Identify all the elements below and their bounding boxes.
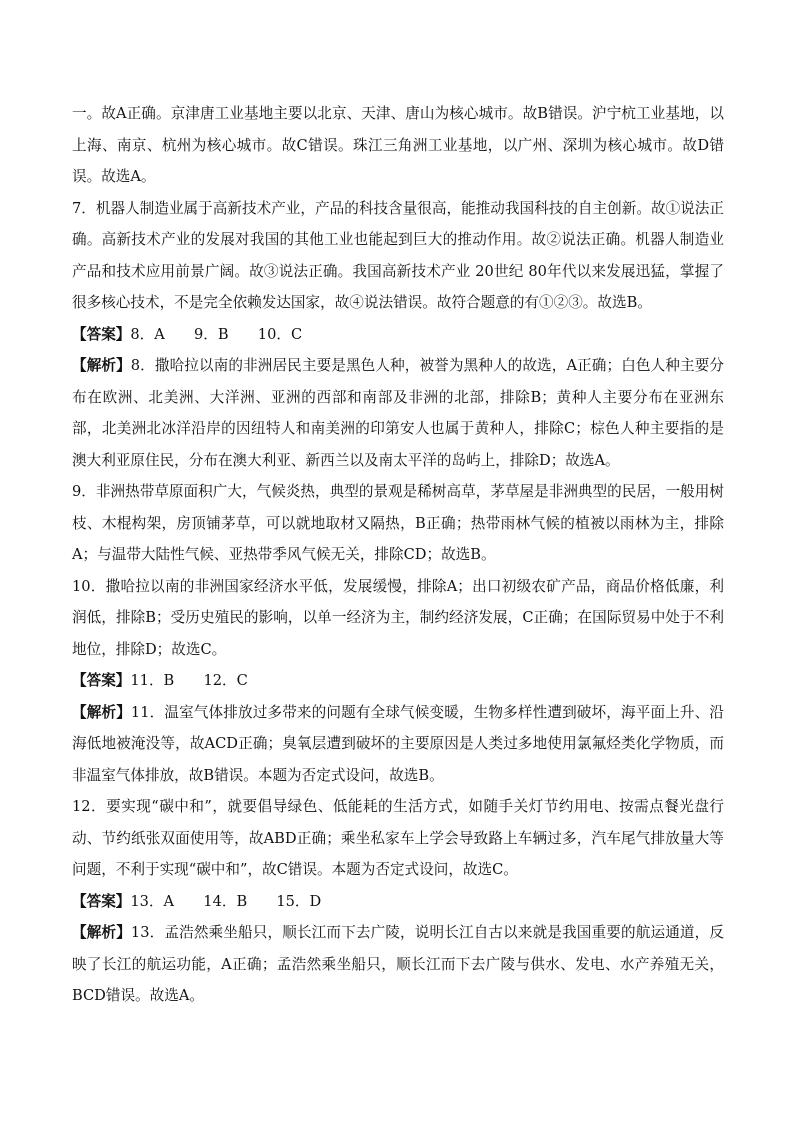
analysis-q10	[72, 571, 724, 666]
paragraph-text: 12．要实现“碳中和”，就要倡导绿色、低能耗的生活方式，如随手关灯节约用电、按需点餐光盘行动、节约纸张双面使用等，故ABD正确；乘坐私家车上学会导致路上车辆过多，汽车尾气排放量大等问题，不利于实现“碳中和”，故C错误。本题为否定式设问，故选C。	[72, 798, 724, 878]
answer-label: 【答案】	[72, 325, 131, 343]
answer-text: 8．A 9．B 10．C	[130, 325, 303, 343]
paragraph-q7-explanation	[72, 193, 724, 319]
answer-explanation-text	[72, 98, 724, 1012]
paragraph-text: 7．机器人制造业属于高新技术产业，产品的科技含量很高，能推动我国科技的自主创新。故①说法正确。高新技术产业的发展对我国的其他工业也能起到巨大的推动作用。故②说法正确。机器人制造业产品和技术应用前景广阔。故③说法正确。我国高新技术产业 20世纪 80年代以来发展迅猛，掌握了很多核心技术，不是完全依赖发达国家，故④说法错误。故符合题意的有①②③。故选B。	[72, 199, 724, 311]
answer-label: 【答案】	[72, 672, 131, 689]
analysis-q11	[72, 697, 724, 792]
paragraph-text: 10．撒哈拉以南的非洲国家经济水平低，发展缓慢，排除A；出口初级农矿产品，商品价格低廉，利润低，排除B；受历史殖民的影响，以单一经济为主，制约经济发展，C正确；在国际贸易中处于不利地位，排除D；故选C。	[72, 577, 724, 658]
paragraph-text: 9．非洲热带草原面积广大，气候炎热，典型的景观是稀树高草，茅草屋是非洲典型的民居，一般用树枝、木棍构架，房顶铺茅草，可以就地取材又隔热，B正确；热带雨林气候的植被以雨林为主，排除A；与温带大陆性气候、亚热带季风气候无关，排除CD；故选B。	[72, 483, 724, 563]
answer-line-13-15	[72, 886, 724, 918]
analysis-q8	[72, 350, 724, 476]
analysis-text: 8．撒哈拉以南的非洲居民主要是黑色人种，被誉为黑种人的故选，A正确；白色人种主要分布在欧洲、北美洲、大洋洲、亚洲的西部和南部及非洲的北部，排除B；黄种人主要分布在亚洲东部，北美洲北冰洋沿岸的因纽特人和南美洲的印第安人也属于黄种人，排除C；棕色人种主要指的是澳大利亚原住民，分布在澳大利亚、新西兰以及南太平洋的岛屿上，排除D；故选A。	[72, 357, 724, 469]
answer-label: 【答案】	[72, 892, 131, 910]
analysis-text: 11．温室气体排放过多带来的问题有全球气候变暖，生物多样性遭到破坏，海平面上升、沿海低地被淹没等，故ACD正确；臭氧层遭到破坏的主要原因是人类过多地使用氯氟烃类化学物质，而非温室气体排放，故B错误。本题为否定式设问，故选B。	[72, 703, 724, 784]
answer-line-8-10	[72, 319, 724, 351]
answer-text: 11．B 12．C	[130, 672, 248, 689]
analysis-label: 【解析】	[72, 703, 131, 721]
analysis-label: 【解析】	[72, 357, 131, 374]
analysis-q9	[72, 476, 724, 571]
paragraph-q6-continuation	[72, 98, 724, 193]
answer-line-11-12	[72, 665, 724, 697]
analysis-q13	[72, 917, 724, 1012]
answer-text: 13．A 14．B 15．D	[130, 892, 322, 910]
analysis-q12	[72, 791, 724, 886]
analysis-label: 【解析】	[72, 924, 131, 941]
paragraph-text: 一。故A正确。京津唐工业基地主要以北京、天津、唐山为核心城市。故B错误。沪宁杭工业基地，以上海、南京、杭州为核心城市。故C错误。珠江三角洲工业基地，以广州、深圳为核心城市。故D错误。故选A。	[72, 105, 724, 185]
analysis-text: 13．孟浩然乘坐船只，顺长江而下去广陵，说明长江自古以来就是我国重要的航运通道，反映了长江的航运功能，A正确；孟浩然乘坐船只，顺长江而下去广陵与供水、发电、水产养殖无关，BCD错误。故选A。	[72, 924, 724, 1004]
